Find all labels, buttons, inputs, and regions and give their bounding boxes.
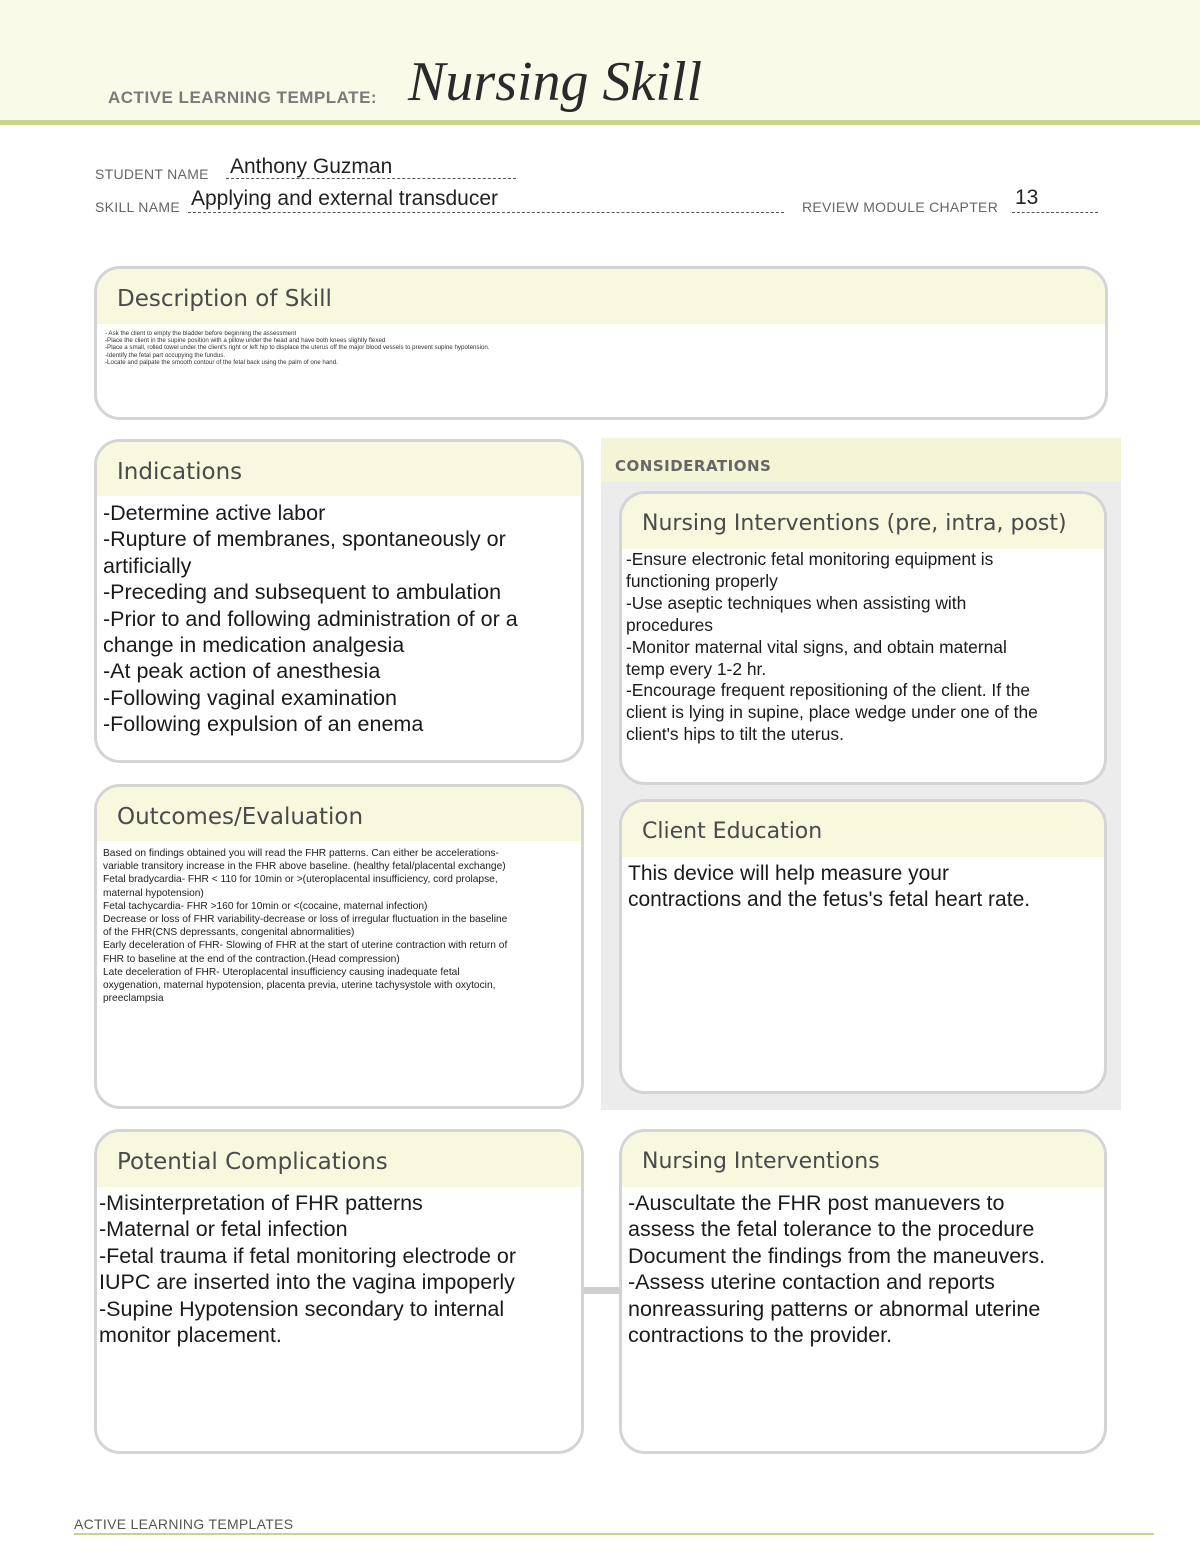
nursing-interventions-line: contractions to the provider. [628,1323,893,1348]
nursing-interventions-pre-line: -Use aseptic techniques when assisting with [626,592,967,613]
indications-line: -At peak action of anesthesia [103,659,381,684]
description-line: -Place a small, rolled towel under the client's right or left hip to displace the uterus off the major blood vessels to prevent supine hypotension. [105,344,490,352]
complications-line: -Supine Hypotension secondary to internal [99,1296,505,1321]
footer-label: ACTIVE LEARNING TEMPLATES [74,1516,294,1532]
outcomes-line: maternal hypotension) [103,887,204,899]
nursing-interventions-pre-card [619,491,1107,785]
header-divider [0,120,1200,125]
review-module-label: REVIEW MODULE CHAPTER [802,199,999,215]
complications-body[interactable] [97,1187,581,1348]
nursing-interventions-pre-line: procedures [626,614,714,635]
outcomes-body[interactable] [97,841,581,1005]
client-education-card [619,799,1107,1094]
nursing-interventions-line: Document the findings from the maneuvers. [628,1243,1046,1268]
complications-line: -Fetal trauma if fetal monitoring electrode or [99,1243,517,1268]
footer-divider [74,1533,1154,1535]
outcomes-line: variable transitory increase in the FHR above baseline. (healthy fetal/placental exchange) [103,861,506,873]
complications-heading: Potential Complications [97,1132,581,1187]
indications-line: artificially [103,553,192,578]
client-education-line: contractions and the fetus's fetal heart rate. [628,888,1031,912]
skill-name-label: SKILL NAME [95,199,180,215]
nursing-interventions-pre-line: -Encourage frequent repositioning of the client. If the [626,680,1031,701]
outcomes-line: FHR to baseline at the end of the contraction.(Head compression) [103,953,400,965]
review-module-underline [1012,212,1098,213]
indications-line: -Preceding and subsequent to ambulation [103,580,502,605]
nursing-interventions-pre-body[interactable] [622,549,1104,746]
indications-line: change in medication analgesia [103,633,405,658]
indications-heading: Indications [97,442,581,496]
nursing-interventions-pre-line: functioning properly [626,570,778,591]
indications-line: -Following expulsion of an enema [103,712,424,737]
client-education-body[interactable] [622,857,1104,914]
nursing-interventions-card [619,1129,1107,1454]
nursing-interventions-pre-line: -Ensure electronic fetal monitoring equipment is [626,549,994,569]
outcomes-card [94,784,584,1109]
page-title: Nursing Skill [408,51,703,113]
indications-body[interactable] [97,496,581,738]
skill-name-underline [188,212,784,213]
complications-card [94,1129,584,1454]
review-module-chapter-field[interactable]: 13 [1015,186,1039,209]
indications-line: -Determine active labor [103,501,326,525]
connector-bar [583,1287,621,1294]
outcomes-line: Fetal bradycardia- FHR < 110 for 10min or >(uteroplacental insufficiency, cord prolapse, [103,874,498,886]
complications-line: -Misinterpretation of FHR patterns [99,1191,423,1215]
description-heading: Description of Skill [97,269,1105,324]
outcomes-line: oxygenation, maternal hypotension, placenta previa, uterine tachysystole with oxytocin, [103,980,496,992]
nursing-interventions-line: nonreassuring patterns or abnormal uterine [628,1296,1041,1321]
outcomes-heading: Outcomes/Evaluation [97,787,581,841]
nursing-interventions-pre-line: client is lying in supine, place wedge under one of the [626,702,1038,723]
outcomes-line: of the FHR(CNS depressants, congenital abnormalities) [103,927,355,939]
nursing-interventions-pre-line: -Monitor maternal vital signs, and obtain maternal [626,636,1007,657]
indications-line: -Prior to and following administration of or a [103,606,518,631]
nursing-interventions-pre-line: client's hips to tilt the uterus. [626,724,844,745]
nursing-interventions-line: -Assess uterine contaction and reports [628,1270,995,1295]
complications-line: monitor placement. [99,1323,282,1348]
client-education-heading: Client Education [622,802,1104,857]
template-label: ACTIVE LEARNING TEMPLATE: [108,88,378,107]
outcomes-line: Decrease or loss of FHR variability-decrease or loss of irregular fluctuation in the baseline [103,914,508,926]
student-name-label: STUDENT NAME [95,166,209,182]
description-body[interactable] [97,324,1105,366]
indications-card [94,439,584,763]
nursing-interventions-heading: Nursing Interventions [622,1132,1104,1187]
outcomes-line: Early deceleration of FHR- Slowing of FHR at the start of uterine contraction with return of [103,940,508,952]
indications-line: -Following vaginal examination [103,685,397,710]
skill-name-field[interactable]: Applying and external transducer [191,187,499,210]
description-card [94,266,1108,420]
complications-line: -Maternal or fetal infection [99,1217,348,1242]
outcomes-line: Based on findings obtained you will read the FHR patterns. Can either be accelerations- [103,848,499,859]
outcomes-line: Late deceleration of FHR- Uteroplacental insufficiency causing inadequate fetal [103,966,460,978]
description-line: -Locate and palpate the smooth contour of the fetal back using the palm of one hand. [105,358,338,366]
nursing-interventions-line: assess the fetal tolerance to the procedure [628,1217,1035,1242]
description-line: - Ask the client to empty the bladder before beginning the assessment [105,330,297,337]
description-line: -Place the client in the supine position with a pillow under the head and have both knees slightly flexed [105,337,386,345]
indications-line: -Rupture of membranes, spontaneously or [103,527,506,552]
student-name-field[interactable]: Anthony Guzman [230,155,393,178]
considerations-label: CONSIDERATIONS [615,457,772,475]
outcomes-line: preeclampsia [103,993,164,1005]
nursing-interventions-pre-heading: Nursing Interventions (pre, intra, post) [622,494,1104,549]
complications-line: IUPC are inserted into the vagina impoperly [99,1270,515,1295]
description-line: -Identify the fetal part occupying the fundus. [105,351,226,359]
nursing-interventions-line: -Auscultate the FHR post manuevers to [628,1191,1005,1215]
client-education-line: This device will help measure your [628,862,949,885]
nursing-interventions-pre-line: temp every 1-2 hr. [626,658,767,679]
nursing-interventions-body[interactable] [622,1187,1104,1348]
outcomes-line: Fetal tachycardia- FHR >160 for 10min or <(cocaine, maternal infection) [103,900,428,912]
